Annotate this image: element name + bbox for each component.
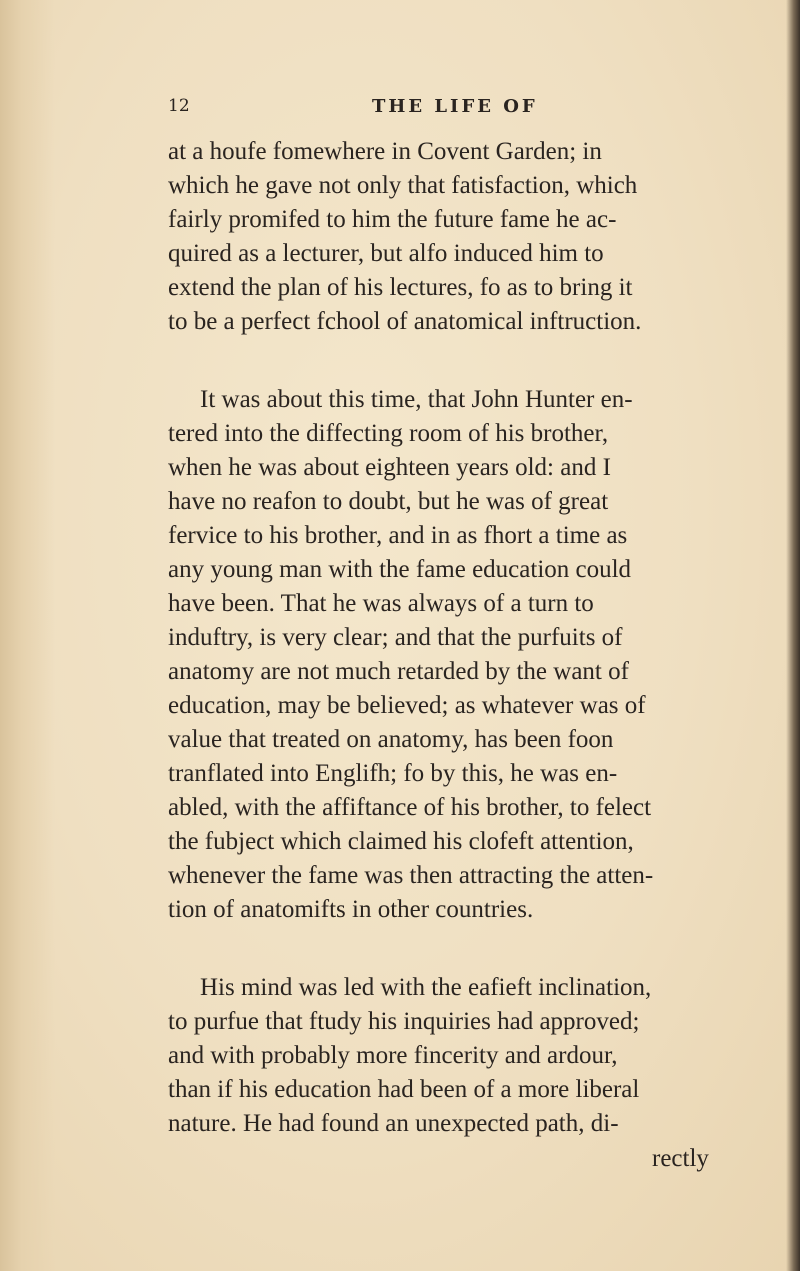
text-line: whenever the fame was then attracting the atten- [168, 862, 654, 889]
text-line: to purfue that ftudy his inquiries had approved; [168, 1008, 640, 1035]
catchword: rectly [652, 1145, 709, 1172]
page-gutter-shadow [0, 0, 55, 1271]
text-line: induftry, is very clear; and that the purfuits of [168, 624, 623, 651]
text-line: have been. That he was always of a turn to [168, 590, 594, 617]
text-line: than if his education had been of a more liberal [168, 1076, 640, 1103]
text-line: quired as a lecturer, but alfo induced him to [168, 240, 604, 267]
text-line: His mind was led with the eafieft inclination, [200, 974, 652, 1001]
running-title: THE LIFE OF [372, 96, 538, 117]
text-line: abled, with the affiftance of his brother, to felect [168, 794, 652, 821]
text-line: fairly promifed to him the future fame he ac- [168, 206, 617, 233]
text-line: extend the plan of his lectures, fo as to bring it [168, 274, 633, 301]
text-line: tion of anatomifts in other countries. [168, 896, 534, 923]
text-line: the fubject which claimed his clofeft attention, [168, 828, 634, 855]
text-line: It was about this time, that John Hunter en- [200, 386, 633, 413]
text-line: tered into the diffecting room of his brother, [168, 420, 609, 447]
text-line: education, may be believed; as whatever was of [168, 692, 646, 719]
page-header [168, 96, 768, 124]
text-line: which he gave not only that fatisfaction, which [168, 172, 638, 199]
text-line: when he was about eighteen years old: and I [168, 454, 611, 481]
text-line: have no reafon to doubt, but he was of great [168, 488, 609, 515]
text-line: any young man with the fame education could [168, 556, 632, 583]
text-line: fervice to his brother, and in as fhort a time as [168, 522, 628, 549]
text-line: nature. He had found an unexpected path, di- [168, 1110, 619, 1137]
text-line: anatomy are not much retarded by the want of [168, 658, 629, 685]
text-line: and with probably more fincerity and ardour, [168, 1042, 618, 1069]
page-number: 12 [168, 96, 190, 116]
text-line: tranflated into Englifh; fo by this, he was en- [168, 760, 618, 787]
text-line: value that treated on anatomy, has been foon [168, 726, 614, 753]
text-line: at a houfe fomewhere in Covent Garden; in [168, 138, 602, 165]
text-line: to be a perfect fchool of anatomical inftruction. [168, 308, 642, 335]
page-edge-shadow [786, 0, 800, 1271]
